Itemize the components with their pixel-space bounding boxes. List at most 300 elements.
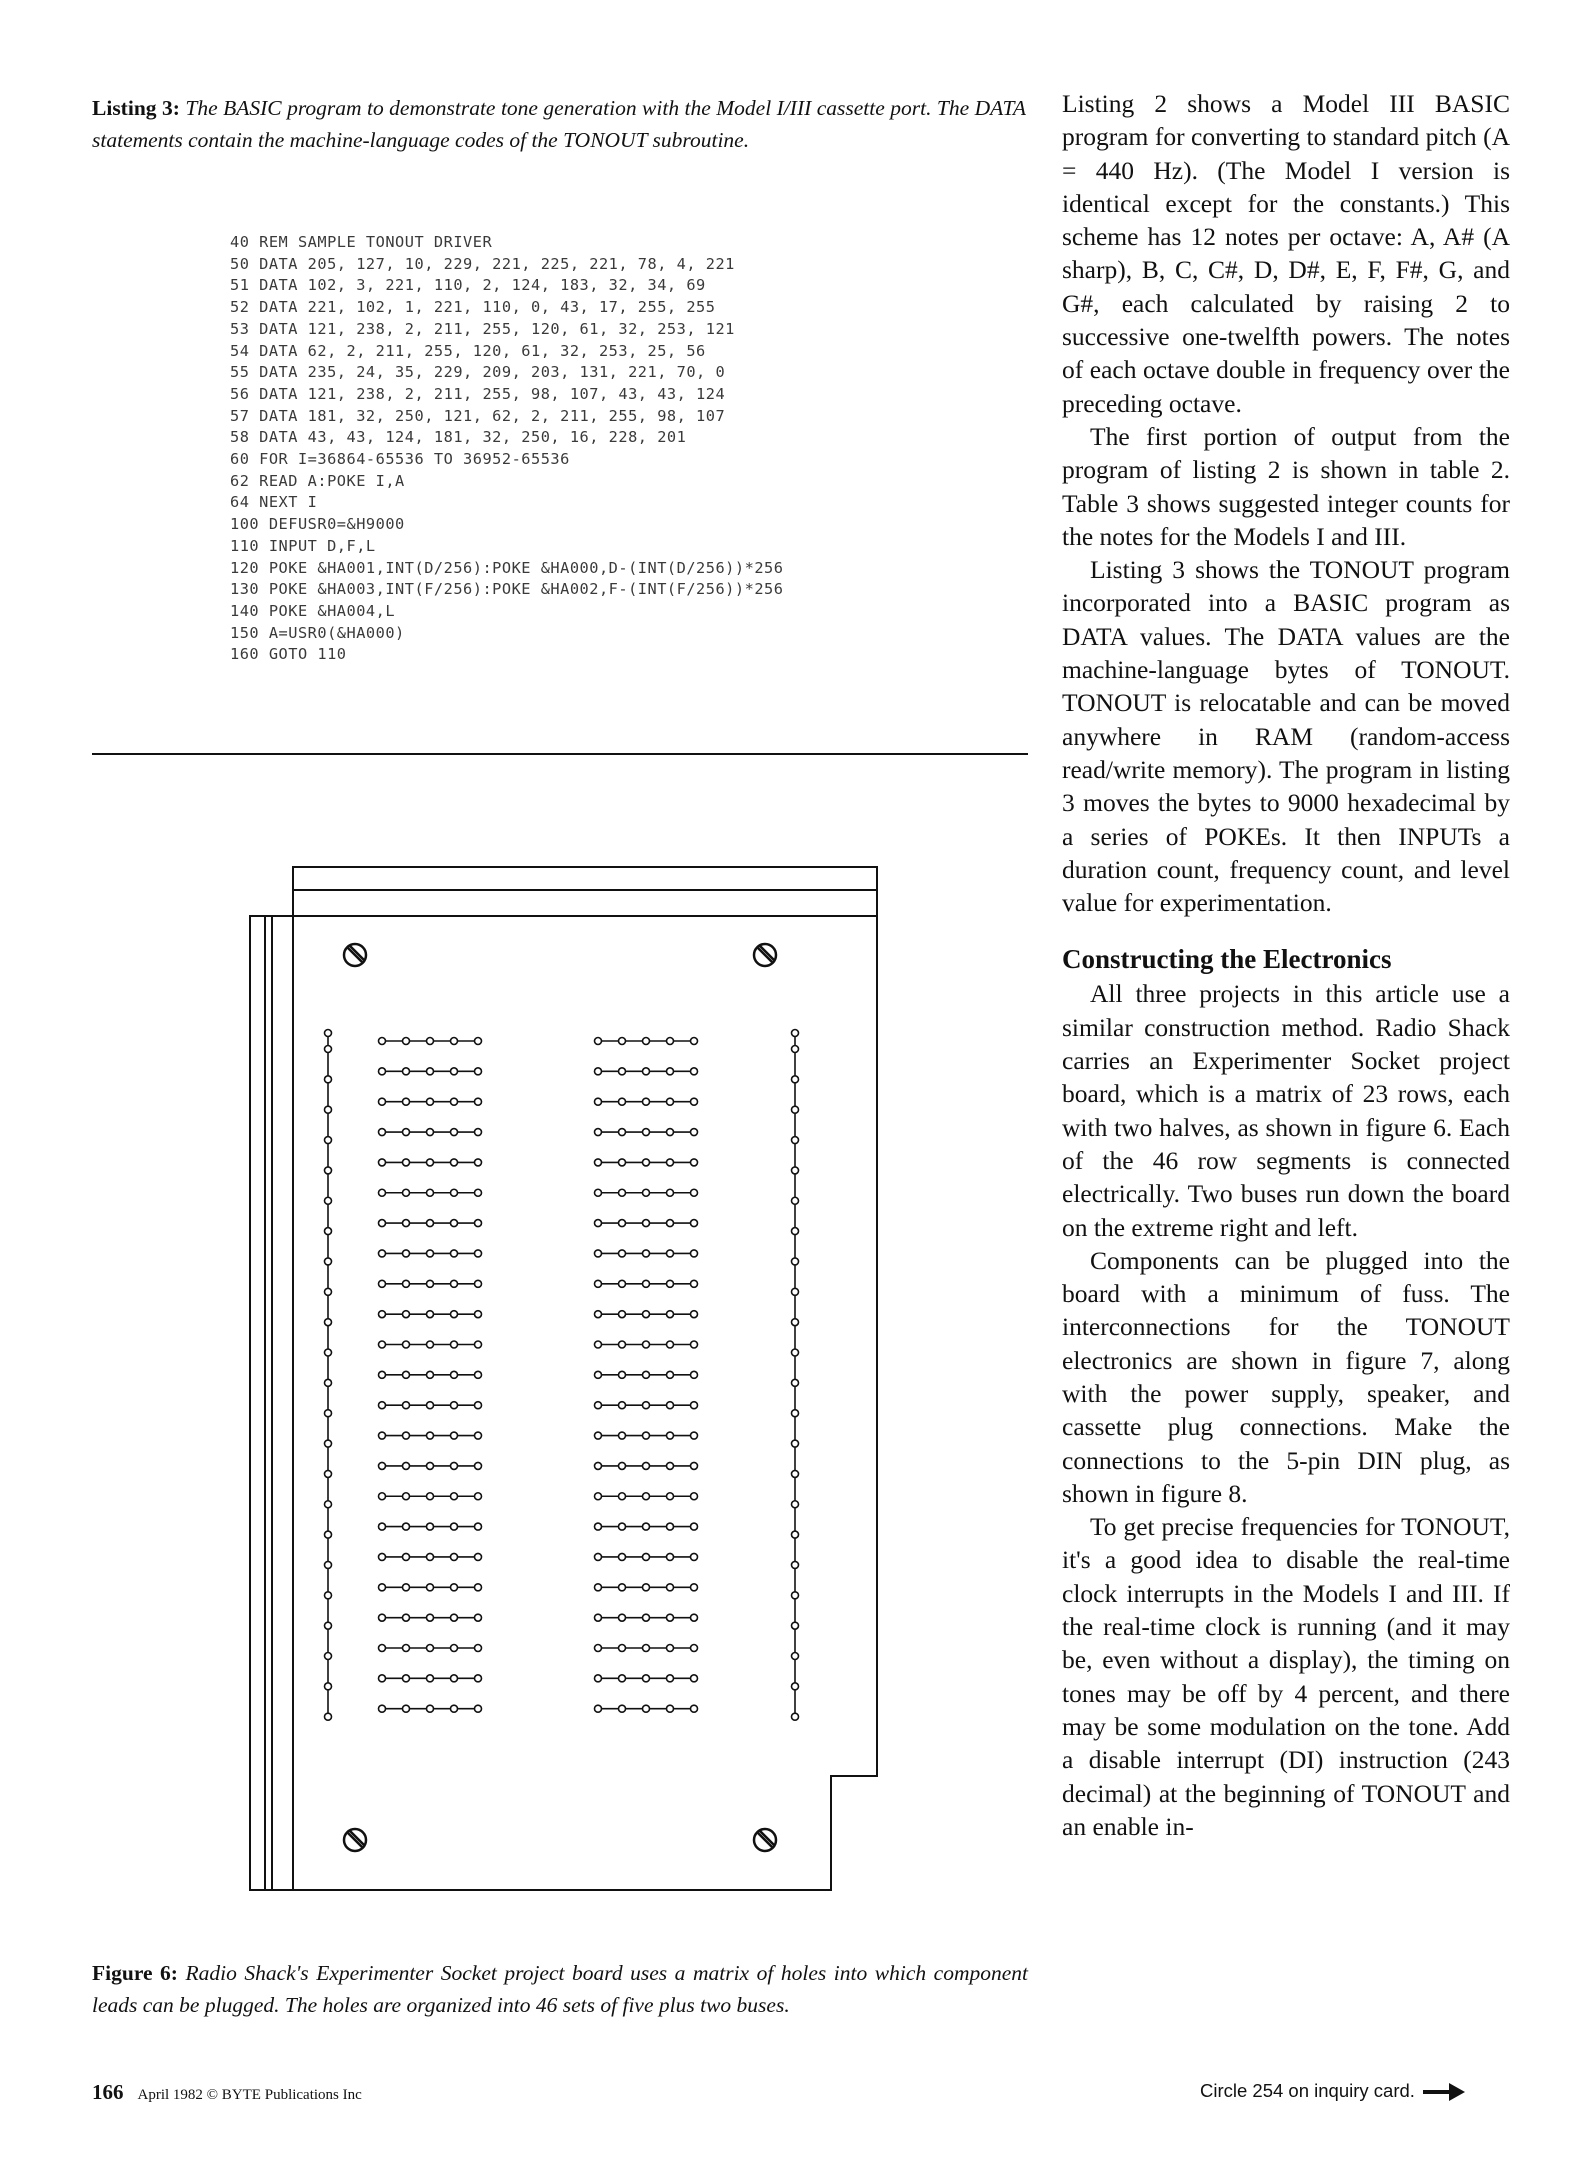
socket-hole bbox=[475, 1493, 482, 1500]
listing-line: 52 DATA 221, 102, 1, 221, 110, 0, 43, 17, 255, 255 bbox=[230, 298, 716, 317]
bus-hole bbox=[792, 1106, 799, 1113]
socket-hole bbox=[451, 1371, 458, 1378]
socket-hole bbox=[427, 1068, 434, 1075]
socket-hole bbox=[595, 1068, 602, 1075]
socket-hole bbox=[475, 1220, 482, 1227]
row-segment bbox=[379, 1068, 482, 1075]
socket-hole bbox=[619, 1705, 626, 1712]
socket-hole bbox=[403, 1675, 410, 1682]
socket-hole bbox=[379, 1280, 386, 1287]
socket-hole bbox=[427, 1675, 434, 1682]
socket-hole bbox=[643, 1341, 650, 1348]
row-segment bbox=[379, 1098, 482, 1105]
socket-hole bbox=[643, 1432, 650, 1439]
socket-hole bbox=[691, 1462, 698, 1469]
socket-hole bbox=[475, 1038, 482, 1045]
row-segment bbox=[379, 1402, 482, 1409]
bus-hole bbox=[792, 1288, 799, 1295]
listing-line: 62 READ A:POKE I,A bbox=[230, 471, 405, 490]
socket-hole bbox=[667, 1493, 674, 1500]
socket-hole bbox=[595, 1129, 602, 1136]
socket-hole bbox=[619, 1675, 626, 1682]
body-column bbox=[1062, 87, 1510, 1843]
bus-hole bbox=[325, 1228, 332, 1235]
socket-hole bbox=[619, 1371, 626, 1378]
row-segment bbox=[595, 1098, 698, 1105]
socket-hole bbox=[619, 1068, 626, 1075]
socket-hole bbox=[667, 1250, 674, 1257]
listing-line: 120 POKE &HA001,INT(D/256):POKE &HA000,D-(INT(D/256))*256 bbox=[230, 558, 784, 577]
row-segment bbox=[595, 1553, 698, 1560]
row-segment bbox=[595, 1159, 698, 1166]
socket-hole bbox=[595, 1523, 602, 1530]
socket-hole bbox=[403, 1189, 410, 1196]
socket-hole bbox=[475, 1129, 482, 1136]
socket-hole bbox=[619, 1584, 626, 1591]
bus-hole bbox=[792, 1046, 799, 1053]
socket-hole bbox=[667, 1098, 674, 1105]
socket-hole bbox=[595, 1614, 602, 1621]
listing-line: 64 NEXT I bbox=[230, 493, 318, 512]
socket-hole bbox=[427, 1250, 434, 1257]
socket-hole bbox=[691, 1432, 698, 1439]
socket-hole bbox=[691, 1159, 698, 1166]
socket-hole bbox=[643, 1614, 650, 1621]
socket-hole bbox=[451, 1402, 458, 1409]
row-segment bbox=[595, 1705, 698, 1712]
socket-hole bbox=[451, 1220, 458, 1227]
socket-hole bbox=[451, 1341, 458, 1348]
socket-hole bbox=[475, 1311, 482, 1318]
listing-line: 100 DEFUSR0=&H9000 bbox=[230, 515, 405, 534]
socket-hole bbox=[427, 1371, 434, 1378]
row-segment bbox=[595, 1250, 698, 1257]
socket-hole bbox=[691, 1220, 698, 1227]
socket-hole bbox=[667, 1371, 674, 1378]
socket-hole bbox=[619, 1432, 626, 1439]
socket-hole bbox=[643, 1280, 650, 1287]
bus-hole bbox=[325, 1258, 332, 1265]
socket-hole bbox=[643, 1493, 650, 1500]
row-segment bbox=[595, 1584, 698, 1591]
socket-hole bbox=[403, 1038, 410, 1045]
row-segment bbox=[379, 1038, 482, 1045]
socket-hole bbox=[403, 1462, 410, 1469]
socket-hole bbox=[451, 1584, 458, 1591]
socket-hole bbox=[691, 1705, 698, 1712]
socket-hole bbox=[643, 1523, 650, 1530]
socket-hole bbox=[427, 1189, 434, 1196]
bus-hole bbox=[792, 1713, 799, 1720]
body-paragraph: Listing 2 shows a Model III BASIC program for converting to standard pitch (A = 440 Hz). (The Model I version is identical except for the constants.) This scheme has 12 notes per octave: A, A# (A sharp), B, C, C#, D, D#, E, F, F#, G, and G#, each calculated by raising 2 to successive one-twelfth powers. The notes of each octave double in frequency over the preceding octave. bbox=[1062, 89, 1510, 418]
socket-hole bbox=[379, 1523, 386, 1530]
row-segment bbox=[595, 1645, 698, 1652]
bus-hole bbox=[792, 1319, 799, 1326]
socket-hole bbox=[379, 1220, 386, 1227]
socket-hole bbox=[667, 1645, 674, 1652]
row-segment bbox=[379, 1614, 482, 1621]
body-paragraph: All three projects in this article use a similar construction method. Radio Shack carries an Experimenter Socket project board, which is a matrix of 23 rows, each with two halves, as shown in figure 6. Each of the 46 row segments is connected electrically. Two buses run down the board on the extreme right and left. bbox=[1062, 979, 1510, 1242]
socket-hole bbox=[475, 1705, 482, 1712]
bus-hole bbox=[325, 1030, 332, 1037]
socket-hole bbox=[451, 1645, 458, 1652]
socket-hole bbox=[451, 1523, 458, 1530]
socket-hole bbox=[427, 1645, 434, 1652]
experimenter-socket-board bbox=[245, 860, 885, 1900]
inquiry-text: Circle 254 on inquiry card. bbox=[1200, 2080, 1415, 2101]
socket-hole bbox=[691, 1675, 698, 1682]
section-divider bbox=[92, 753, 1028, 755]
socket-hole bbox=[475, 1553, 482, 1560]
socket-hole bbox=[691, 1311, 698, 1318]
bus-hole bbox=[325, 1592, 332, 1599]
socket-hole bbox=[595, 1432, 602, 1439]
bus-hole bbox=[792, 1137, 799, 1144]
socket-hole bbox=[667, 1523, 674, 1530]
socket-hole bbox=[619, 1523, 626, 1530]
bus-hole bbox=[325, 1470, 332, 1477]
socket-hole bbox=[403, 1371, 410, 1378]
socket-hole bbox=[451, 1614, 458, 1621]
socket-hole bbox=[691, 1341, 698, 1348]
body-paragraph: To get precise frequencies for TONOUT, it's a good idea to disable the real-time clock interrupts in the Models I and III. If the real-time clock is running (and it may be, even without a display), the timing on tones may be off by 4 percent, and there may be some modulation on the tone. Add a disable interrupt (DI) instruction (243 decimal) at the beginning of TONOUT and an enable in- bbox=[1062, 1512, 1510, 1841]
socket-hole bbox=[379, 1250, 386, 1257]
socket-hole bbox=[643, 1675, 650, 1682]
socket-hole bbox=[595, 1675, 602, 1682]
listing-line: 51 DATA 102, 3, 221, 110, 2, 124, 183, 32, 34, 69 bbox=[230, 276, 706, 295]
socket-hole bbox=[475, 1341, 482, 1348]
socket-hole bbox=[403, 1159, 410, 1166]
socket-hole bbox=[619, 1159, 626, 1166]
socket-hole bbox=[667, 1614, 674, 1621]
socket-hole bbox=[691, 1553, 698, 1560]
listing-line: 110 INPUT D,F,L bbox=[230, 536, 376, 555]
socket-hole bbox=[691, 1129, 698, 1136]
socket-hole bbox=[595, 1493, 602, 1500]
socket-hole bbox=[475, 1068, 482, 1075]
arrow-right-icon bbox=[1423, 2081, 1465, 2103]
socket-hole bbox=[691, 1250, 698, 1257]
socket-hole bbox=[379, 1705, 386, 1712]
socket-hole bbox=[451, 1675, 458, 1682]
socket-hole bbox=[667, 1675, 674, 1682]
socket-hole bbox=[427, 1705, 434, 1712]
row-segment bbox=[379, 1553, 482, 1560]
bus-hole bbox=[792, 1410, 799, 1417]
socket-hole bbox=[667, 1432, 674, 1439]
screw-hole bbox=[754, 944, 776, 966]
row-segment bbox=[595, 1462, 698, 1469]
socket-hole bbox=[667, 1068, 674, 1075]
socket-hole bbox=[379, 1614, 386, 1621]
socket-hole bbox=[667, 1705, 674, 1712]
bus-hole bbox=[325, 1046, 332, 1053]
socket-hole bbox=[403, 1402, 410, 1409]
figure-caption-text: Radio Shack's Experimenter Socket project board uses a matrix of holes into which component leads can be plugged. The holes are organized into 46 sets of five plus two buses. bbox=[92, 1961, 1028, 2017]
socket-hole bbox=[451, 1098, 458, 1105]
socket-hole bbox=[403, 1645, 410, 1652]
socket-hole bbox=[619, 1280, 626, 1287]
socket-hole bbox=[691, 1068, 698, 1075]
socket-hole bbox=[451, 1129, 458, 1136]
row-segment bbox=[379, 1675, 482, 1682]
socket-hole bbox=[451, 1493, 458, 1500]
socket-hole bbox=[643, 1068, 650, 1075]
socket-hole bbox=[379, 1098, 386, 1105]
socket-hole bbox=[475, 1462, 482, 1469]
socket-hole bbox=[403, 1614, 410, 1621]
socket-hole bbox=[643, 1098, 650, 1105]
basic-listing bbox=[230, 232, 783, 666]
listing-line: 160 GOTO 110 bbox=[230, 645, 347, 664]
socket-hole bbox=[379, 1493, 386, 1500]
socket-hole bbox=[691, 1614, 698, 1621]
bus-hole bbox=[792, 1622, 799, 1629]
socket-hole bbox=[619, 1098, 626, 1105]
socket-hole bbox=[379, 1068, 386, 1075]
socket-hole bbox=[475, 1189, 482, 1196]
socket-hole bbox=[619, 1189, 626, 1196]
listing-line: 56 DATA 121, 238, 2, 211, 255, 98, 107, 43, 43, 124 bbox=[230, 384, 726, 403]
row-segment bbox=[379, 1523, 482, 1530]
socket-hole bbox=[691, 1189, 698, 1196]
socket-hole bbox=[427, 1584, 434, 1591]
socket-hole bbox=[595, 1402, 602, 1409]
bus-hole bbox=[792, 1228, 799, 1235]
socket-hole bbox=[595, 1250, 602, 1257]
row-segment bbox=[595, 1341, 698, 1348]
listing-line: 140 POKE &HA004,L bbox=[230, 601, 396, 620]
row-segment bbox=[595, 1189, 698, 1196]
socket-hole bbox=[643, 1311, 650, 1318]
socket-hole bbox=[403, 1068, 410, 1075]
row-segment bbox=[379, 1220, 482, 1227]
socket-hole bbox=[595, 1645, 602, 1652]
socket-hole bbox=[379, 1038, 386, 1045]
socket-hole bbox=[619, 1038, 626, 1045]
row-segment bbox=[379, 1705, 482, 1712]
listing-caption-label: Listing 3: bbox=[92, 96, 180, 120]
row-segment bbox=[379, 1129, 482, 1136]
bus-hole bbox=[325, 1197, 332, 1204]
socket-hole bbox=[619, 1493, 626, 1500]
socket-hole bbox=[619, 1250, 626, 1257]
socket-hole bbox=[427, 1159, 434, 1166]
socket-hole bbox=[691, 1098, 698, 1105]
bus-strip bbox=[792, 1030, 799, 1721]
row-segment bbox=[379, 1159, 482, 1166]
socket-hole bbox=[475, 1584, 482, 1591]
socket-hole bbox=[667, 1280, 674, 1287]
listing-line: 60 FOR I=36864-65536 TO 36952-65536 bbox=[230, 450, 570, 469]
row-segment bbox=[379, 1311, 482, 1318]
listing-caption-text: The BASIC program to demonstrate tone generation with the Model I/III cassette port. The DATA statements contain the machine-language codes of the TONOUT subroutine. bbox=[92, 96, 1027, 152]
socket-hole bbox=[475, 1402, 482, 1409]
socket-hole bbox=[403, 1523, 410, 1530]
socket-hole bbox=[643, 1038, 650, 1045]
socket-hole bbox=[619, 1311, 626, 1318]
socket-hole bbox=[451, 1038, 458, 1045]
socket-hole bbox=[619, 1220, 626, 1227]
socket-hole bbox=[691, 1523, 698, 1530]
screw-hole bbox=[754, 1829, 776, 1851]
socket-hole bbox=[643, 1250, 650, 1257]
socket-hole bbox=[427, 1311, 434, 1318]
listing-caption bbox=[92, 92, 1026, 156]
socket-hole bbox=[403, 1705, 410, 1712]
row-segment bbox=[595, 1129, 698, 1136]
bus-hole bbox=[325, 1683, 332, 1690]
body-paragraph: The first portion of output from the program of listing 2 is shown in table 2. Table 3 shows suggested integer counts for the notes for the Models I and III. bbox=[1062, 421, 1510, 551]
socket-hole bbox=[379, 1129, 386, 1136]
socket-hole bbox=[667, 1341, 674, 1348]
socket-hole bbox=[379, 1675, 386, 1682]
socket-hole bbox=[451, 1159, 458, 1166]
socket-hole bbox=[379, 1159, 386, 1166]
page-footer bbox=[92, 2080, 362, 2105]
socket-hole bbox=[403, 1098, 410, 1105]
socket-hole bbox=[451, 1068, 458, 1075]
bus-hole bbox=[325, 1106, 332, 1113]
bus-hole bbox=[792, 1531, 799, 1538]
row-segment bbox=[379, 1584, 482, 1591]
socket-hole bbox=[475, 1250, 482, 1257]
socket-hole bbox=[379, 1371, 386, 1378]
socket-hole bbox=[667, 1553, 674, 1560]
bus-strip bbox=[325, 1030, 332, 1721]
row-segment bbox=[379, 1280, 482, 1287]
socket-hole bbox=[403, 1432, 410, 1439]
socket-hole bbox=[427, 1220, 434, 1227]
bus-hole bbox=[325, 1288, 332, 1295]
socket-hole bbox=[379, 1645, 386, 1652]
issue-line: April 1982 © BYTE Publications Inc bbox=[137, 2087, 362, 2103]
board-outline bbox=[250, 867, 877, 1890]
socket-hole bbox=[475, 1371, 482, 1378]
inquiry-note bbox=[1200, 2080, 1465, 2103]
row-segment bbox=[379, 1493, 482, 1500]
bus-hole bbox=[792, 1440, 799, 1447]
figure-caption bbox=[92, 1957, 1028, 2021]
socket-hole bbox=[643, 1402, 650, 1409]
listing-line: 58 DATA 43, 43, 124, 181, 32, 250, 16, 228, 201 bbox=[230, 428, 687, 447]
socket-hole bbox=[619, 1129, 626, 1136]
row-segment bbox=[595, 1614, 698, 1621]
bus-hole bbox=[325, 1076, 332, 1083]
socket-hole bbox=[379, 1584, 386, 1591]
socket-hole bbox=[451, 1705, 458, 1712]
socket-hole bbox=[691, 1371, 698, 1378]
bus-hole bbox=[792, 1258, 799, 1265]
bus-hole bbox=[792, 1653, 799, 1660]
row-segment bbox=[595, 1493, 698, 1500]
socket-hole bbox=[643, 1705, 650, 1712]
socket-hole bbox=[451, 1280, 458, 1287]
socket-hole bbox=[619, 1341, 626, 1348]
bus-hole bbox=[792, 1501, 799, 1508]
socket-hole bbox=[403, 1584, 410, 1591]
socket-hole bbox=[595, 1220, 602, 1227]
socket-hole bbox=[595, 1584, 602, 1591]
socket-hole bbox=[475, 1159, 482, 1166]
socket-hole bbox=[427, 1098, 434, 1105]
socket-hole bbox=[403, 1280, 410, 1287]
socket-hole bbox=[595, 1553, 602, 1560]
socket-hole bbox=[427, 1432, 434, 1439]
socket-hole bbox=[427, 1038, 434, 1045]
socket-hole bbox=[427, 1553, 434, 1560]
bus-hole bbox=[325, 1713, 332, 1720]
socket-hole bbox=[667, 1462, 674, 1469]
listing-line: 130 POKE &HA003,INT(F/256):POKE &HA002,F-(INT(F/256))*256 bbox=[230, 580, 784, 599]
socket-hole bbox=[427, 1129, 434, 1136]
bus-hole bbox=[325, 1319, 332, 1326]
bus-hole bbox=[325, 1349, 332, 1356]
row-segment bbox=[595, 1220, 698, 1227]
socket-hole bbox=[427, 1614, 434, 1621]
socket-hole bbox=[643, 1129, 650, 1136]
row-segment bbox=[595, 1432, 698, 1439]
socket-hole bbox=[619, 1645, 626, 1652]
screw-hole bbox=[344, 944, 366, 966]
listing-line: 57 DATA 181, 32, 250, 121, 62, 2, 211, 255, 98, 107 bbox=[230, 406, 726, 425]
socket-hole bbox=[667, 1584, 674, 1591]
body-paragraph: Listing 3 shows the TONOUT program incorporated into a BASIC program as DATA values. The DATA values are the machine-language bytes of TONOUT. TONOUT is relocatable and can be moved anywhere in RAM (random-access read/write memory). The program in listing 3 moves the bytes to 9000 hexadecimal by a series of POKEs. It then INPUTs a duration count, frequency count, and level value for experimentation. bbox=[1062, 555, 1510, 918]
socket-hole bbox=[619, 1553, 626, 1560]
bus-hole bbox=[325, 1653, 332, 1660]
listing-line: 55 DATA 235, 24, 35, 229, 209, 203, 131, 221, 70, 0 bbox=[230, 363, 726, 382]
socket-hole bbox=[403, 1493, 410, 1500]
socket-hole bbox=[595, 1371, 602, 1378]
socket-hole bbox=[451, 1189, 458, 1196]
socket-hole bbox=[691, 1645, 698, 1652]
bus-hole bbox=[325, 1501, 332, 1508]
bus-hole bbox=[792, 1561, 799, 1568]
socket-hole bbox=[595, 1098, 602, 1105]
socket-hole bbox=[595, 1705, 602, 1712]
socket-hole bbox=[403, 1341, 410, 1348]
bus-hole bbox=[325, 1561, 332, 1568]
socket-hole bbox=[379, 1553, 386, 1560]
bus-hole bbox=[325, 1440, 332, 1447]
listing-line: 40 REM SAMPLE TONOUT DRIVER bbox=[230, 233, 493, 251]
listing-line: 53 DATA 121, 238, 2, 211, 255, 120, 61, 32, 253, 121 bbox=[230, 319, 735, 338]
socket-hole bbox=[667, 1220, 674, 1227]
page-number: 166 bbox=[92, 2080, 124, 2104]
socket-hole bbox=[691, 1280, 698, 1287]
socket-hole bbox=[595, 1159, 602, 1166]
socket-hole bbox=[619, 1614, 626, 1621]
row-segment bbox=[595, 1371, 698, 1378]
row-segment bbox=[595, 1280, 698, 1287]
socket-hole bbox=[595, 1038, 602, 1045]
socket-hole bbox=[643, 1462, 650, 1469]
socket-hole bbox=[427, 1462, 434, 1469]
bus-hole bbox=[792, 1592, 799, 1599]
socket-hole bbox=[595, 1189, 602, 1196]
socket-hole bbox=[451, 1250, 458, 1257]
socket-hole bbox=[643, 1584, 650, 1591]
socket-hole bbox=[427, 1402, 434, 1409]
socket-hole bbox=[379, 1341, 386, 1348]
row-segment bbox=[595, 1068, 698, 1075]
socket-hole bbox=[691, 1493, 698, 1500]
socket-hole bbox=[403, 1129, 410, 1136]
socket-hole bbox=[451, 1462, 458, 1469]
bus-hole bbox=[325, 1410, 332, 1417]
socket-hole bbox=[379, 1189, 386, 1196]
listing-line: 50 DATA 205, 127, 10, 229, 221, 225, 221, 78, 4, 221 bbox=[230, 254, 735, 273]
